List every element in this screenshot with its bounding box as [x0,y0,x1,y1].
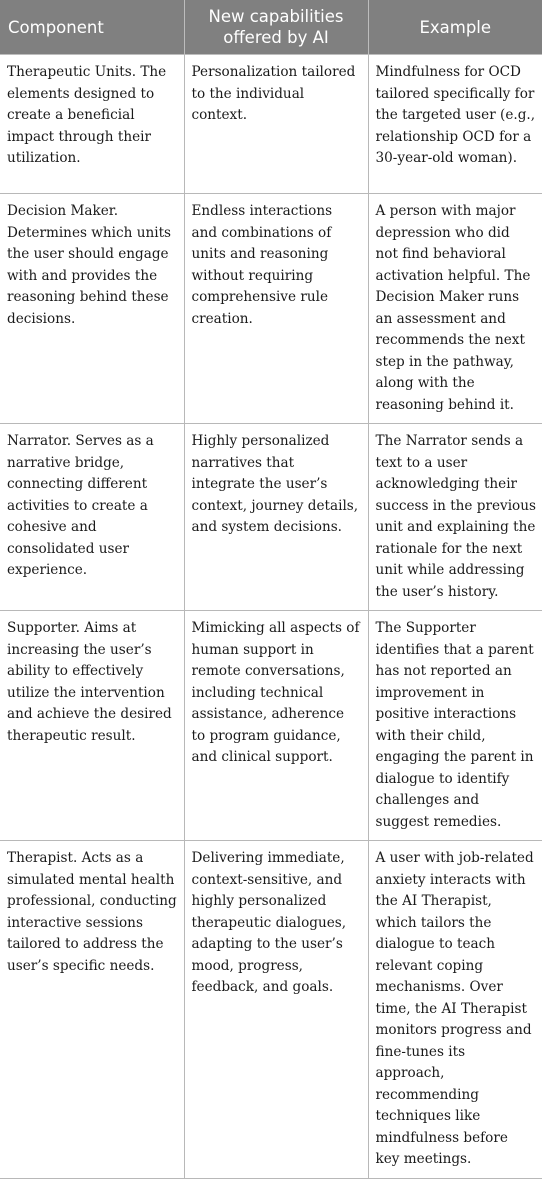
example-cell: A person with major depression who did not find behavioral activation helpful. The Decision Maker runs an assessment and recommends the next step in the pathway, along with the reasoning behind it. [368,194,542,424]
capabilities-cell: Personalization tailored to the individual context. [184,55,368,194]
component-cell: Supporter. Aims at increasing the user’s ability to effectively utilize the intervention and achieve the desired therapeutic result. [0,611,184,841]
header-row [0,0,542,55]
example-cell: The Narrator sends a text to a user acknowledging their success in the previous unit and explaining the rationale for the next unit while addressing the user’s history. [368,424,542,611]
table-row [0,611,542,841]
capabilities-cell: Mimicking all aspects of human support in remote conversations, including technical assistance, adherence to program guidance, and clinical support. [184,611,368,841]
component-cell: Decision Maker. Determines which units the user should engage with and provides the reasoning behind these decisions. [0,194,184,424]
table-row [0,55,542,194]
table-row [0,194,542,424]
capabilities-cell: Endless interactions and combinations of units and reasoning without requiring comprehensive rule creation. [184,194,368,424]
component-cell: Narrator. Serves as a narrative bridge, connecting different activities to create a cohesive and consolidated user experience. [0,424,184,611]
capabilities-cell: Delivering immediate, context-sensitive, and highly personalized therapeutic dialogues, adapting to the user’s mood, progress, feedback, and goals. [184,841,368,1179]
table-row [0,841,542,1179]
example-cell: A user with job-related anxiety interacts with the AI Therapist, which tailors the dialogue to teach relevant coping mechanisms. Over time, the AI Therapist monitors progress and fine-tunes its approach, recommending techniques like mindfulness before key meetings. [368,841,542,1179]
example-cell: The Supporter identifies that a parent has not reported an improvement in positive interactions with their child, engaging the parent in dialogue to identify challenges and suggest remedies. [368,611,542,841]
component-cell: Therapeutic Units. The elements designed to create a beneficial impact through their utilization. [0,55,184,194]
header-example: Example [368,0,542,55]
header-capabilities: New capabilities offered by AI [184,0,368,55]
header-component: Component [0,0,184,55]
capabilities-cell: Highly personalized narratives that integrate the user’s context, journey details, and system decisions. [184,424,368,611]
table-row [0,424,542,611]
example-cell: Mindfulness for OCD tailored specifically for the targeted user (e.g., relationship OCD for a 30-year-old woman). [368,55,542,194]
component-cell: Therapist. Acts as a simulated mental health professional, conducting interactive sessions tailored to address the user’s specific needs. [0,841,184,1179]
